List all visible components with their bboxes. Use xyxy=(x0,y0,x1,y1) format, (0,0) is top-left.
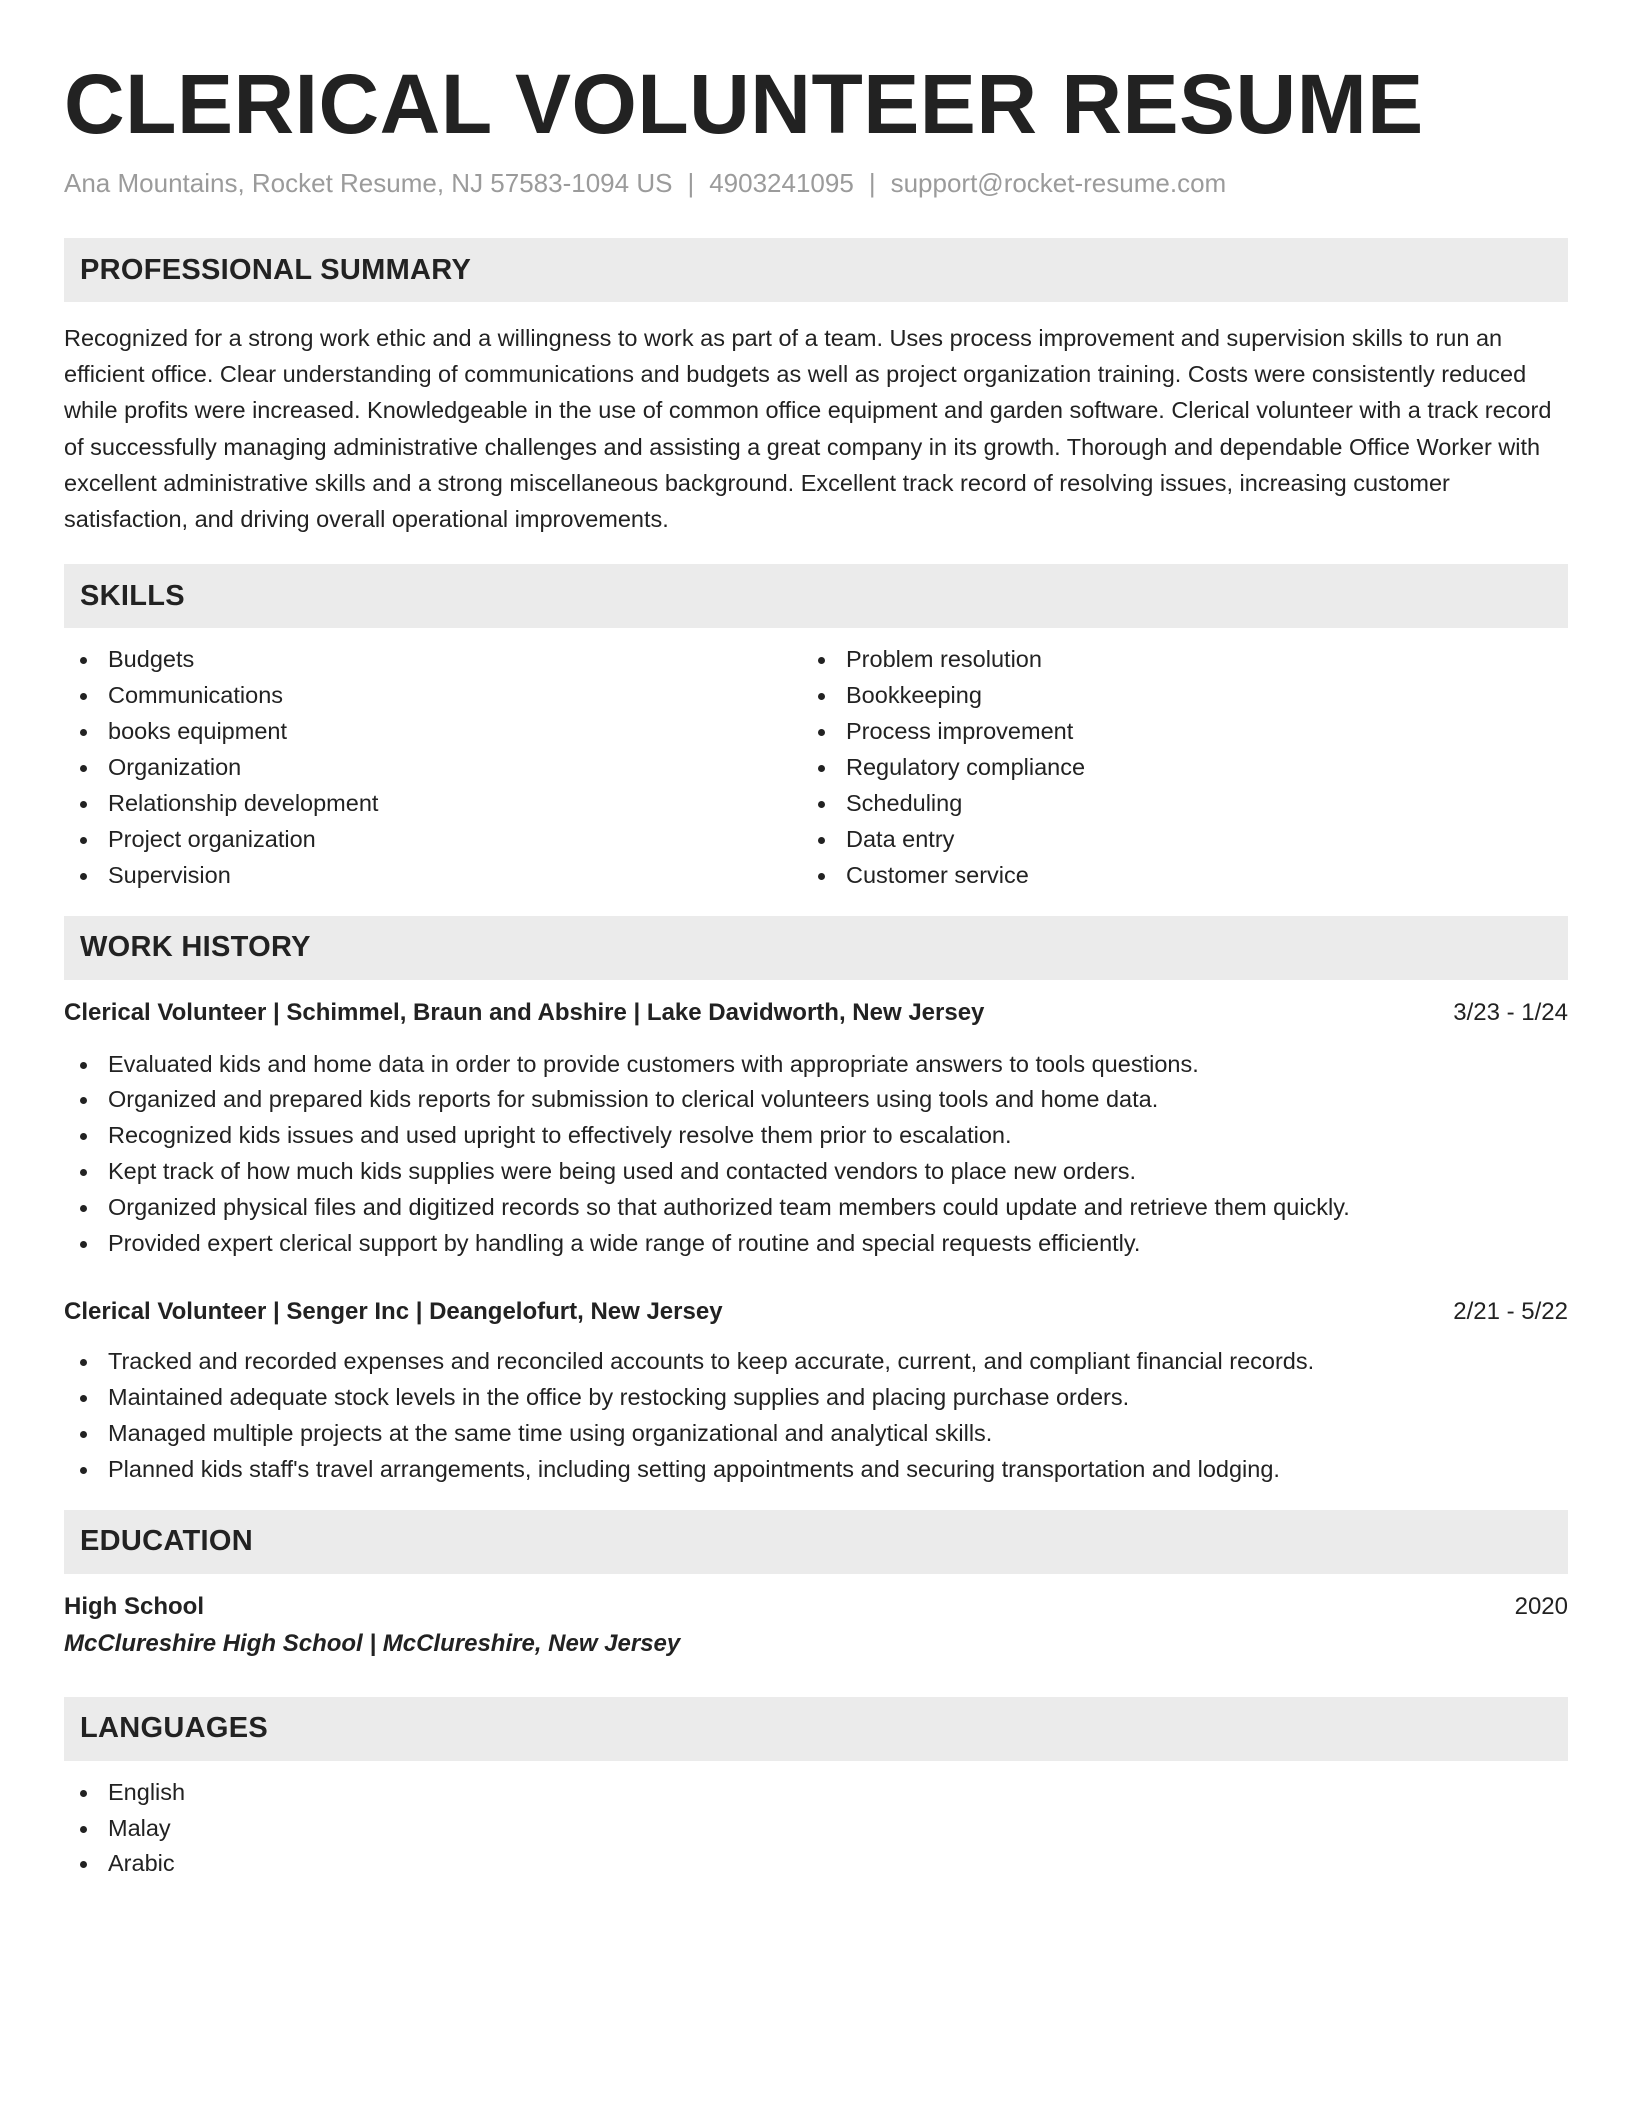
work-section-title: WORK HISTORY xyxy=(80,931,311,964)
language-item: English xyxy=(64,1775,1568,1811)
work-section-header xyxy=(64,916,1568,980)
education-entry xyxy=(64,1590,1568,1661)
language-item: Malay xyxy=(64,1811,1568,1847)
skill-item: Organization xyxy=(64,750,802,786)
contact-email: support@rocket-resume.com xyxy=(890,168,1227,198)
job-duty: Kept track of how much kids supplies were being used and contacted vendors to place new orders. xyxy=(64,1154,1568,1190)
education-year: 2020 xyxy=(1514,1592,1568,1620)
skill-item: Data entry xyxy=(802,822,1540,858)
skills-column-right xyxy=(802,642,1540,893)
resume-title: CLERICAL VOLUNTEER RESUME xyxy=(64,57,1424,151)
job-entry xyxy=(64,1295,1568,1488)
skill-item: Bookkeeping xyxy=(802,678,1540,714)
skills-section-header xyxy=(64,564,1568,628)
job-duties xyxy=(64,1047,1568,1262)
summary-section-header xyxy=(64,238,1568,302)
job-duties xyxy=(64,1344,1568,1488)
languages-list xyxy=(64,1775,1568,1883)
skill-item: Problem resolution xyxy=(802,642,1540,678)
summary-section-title: PROFESSIONAL SUMMARY xyxy=(80,253,472,286)
job-duty: Tracked and recorded expenses and reconciled accounts to keep accurate, current, and compliant financial records. xyxy=(64,1344,1568,1380)
skill-item: Process improvement xyxy=(802,714,1540,750)
job-duty: Planned kids staff's travel arrangements, including setting appointments and securing transportation and lodging. xyxy=(64,1452,1568,1488)
contact-separator: | xyxy=(868,168,876,198)
languages-section-header xyxy=(64,1697,1568,1761)
job-header xyxy=(64,996,1568,1030)
job-duty: Organized and prepared kids reports for submission to clerical volunteers using tools and home data. xyxy=(64,1082,1568,1118)
job-dates: 2/21 - 5/22 xyxy=(1453,1298,1568,1325)
skill-item: Communications xyxy=(64,678,802,714)
skill-item: Project organization xyxy=(64,822,802,858)
skill-item: books equipment xyxy=(64,714,802,750)
job-entry xyxy=(64,996,1568,1262)
education-section-header xyxy=(64,1510,1568,1574)
job-duty: Managed multiple projects at the same time using organizational and analytical skills. xyxy=(64,1416,1568,1452)
job-heading: Clerical Volunteer | Schimmel, Braun and Abshire | Lake Davidworth, New Jersey xyxy=(64,998,985,1026)
job-duty: Maintained adequate stock levels in the office by restocking supplies and placing purchase orders. xyxy=(64,1380,1568,1416)
education-school: McClureshire High School | McClureshire, New Jersey xyxy=(64,1629,681,1657)
language-item: Arabic xyxy=(64,1846,1568,1882)
education-section-title: EDUCATION xyxy=(80,1525,253,1558)
skills-list xyxy=(64,642,1568,893)
skill-item: Relationship development xyxy=(64,786,802,822)
skill-item: Regulatory compliance xyxy=(802,750,1540,786)
job-heading: Clerical Volunteer | Senger Inc | Deangelofurt, New Jersey xyxy=(64,1298,723,1325)
education-header xyxy=(64,1590,1568,1624)
contact-separator: | xyxy=(687,168,695,198)
contact-line xyxy=(64,166,1568,200)
skill-item: Budgets xyxy=(64,642,802,678)
job-duty: Provided expert clerical support by handling a wide range of routine and special requests efficiently. xyxy=(64,1226,1568,1262)
job-dates: 3/23 - 1/24 xyxy=(1453,998,1568,1026)
skills-section-title: SKILLS xyxy=(80,579,185,612)
languages-section-title: LANGUAGES xyxy=(80,1712,268,1745)
skill-item: Customer service xyxy=(802,858,1540,894)
education-degree: High School xyxy=(64,1592,204,1620)
contact-phone: 4903241095 xyxy=(709,168,854,198)
skill-item: Supervision xyxy=(64,858,802,894)
contact-address: Ana Mountains, Rocket Resume, NJ 57583-1094 US xyxy=(64,168,673,198)
summary-text: Recognized for a strong work ethic and a willingness to work as part of a team. Uses process improvement and supervision skills to run an efficient office. Clear understanding of communications and budgets as well as project organization training. Costs were consistently reduced while profits were increased. Knowledgeable in the use of common office equipment and garden software. Clerical volunteer with a track record of successfully managing administrative challenges and assisting a great company in its growth. Thorough and dependable Office Worker with excellent administrative skills and a strong miscellaneous background. Excellent track record of resolving issues, increasing customer satisfaction, and driving overall operational improvements. xyxy=(64,325,1552,533)
skills-column-left xyxy=(64,642,802,893)
job-duty: Organized physical files and digitized records so that authorized team members could update and retrieve them quickly. xyxy=(64,1190,1568,1226)
job-duty: Evaluated kids and home data in order to provide customers with appropriate answers to tools questions. xyxy=(64,1047,1568,1083)
skill-item: Scheduling xyxy=(802,786,1540,822)
job-header xyxy=(64,1295,1568,1329)
job-duty: Recognized kids issues and used upright to effectively resolve them prior to escalation. xyxy=(64,1118,1568,1154)
